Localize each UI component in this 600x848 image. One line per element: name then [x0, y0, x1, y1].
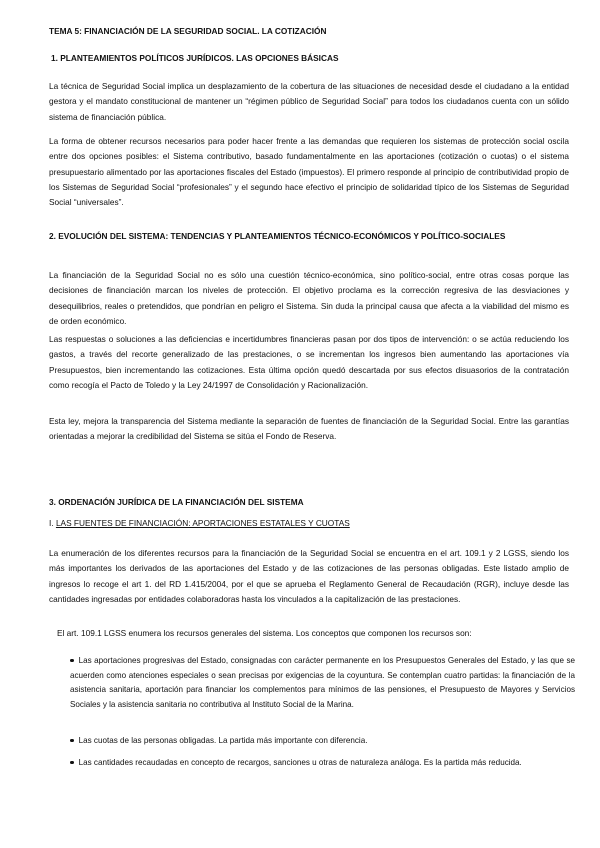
document-title: TEMA 5: FINANCIACIÓN DE LA SEGURIDAD SOCIAL. LA COTIZACIÓN	[49, 26, 327, 36]
section-1-paragraph-1: La técnica de Seguridad Social implica un desplazamiento de la cobertura de las situaciones de necesidad desde el ciudadano a la entidad gestora y el mandato constitucional de mantener un “régimen público de Seguridad Social” para todos los ciudadanos cuenta con un sólido sistema de financiación pública.	[49, 81, 569, 122]
section-1-heading: 1. PLANTEAMIENTOS POLÍTICOS JURÍDICOS. LAS OPCIONES BÁSICAS	[51, 53, 339, 63]
section-2-paragraph-2: Las respuestas o soluciones a las deficiencias e incertidumbres financieras pasan por dos tipos de intervención: o se actúa reduciendo los gastos, a través del recorte generalizado de las prestaciones, o se incrementan los ingresos bien aumentando las aportaciones vía Presupuestos, bien incrementando las cotizaciones. Esta última opción quedó descartada por sus efectos disuasorios de la contratación como recogía el Pacto de Toledo y la Ley 24/1997 de Consolidación y Racionalización.	[49, 334, 569, 390]
bullet-icon	[70, 761, 74, 765]
section-3-heading: 3. ORDENACIÓN JURÍDICA DE LA FINANCIACIÓN DEL SISTEMA	[49, 497, 304, 507]
section-1-paragraph-2: La forma de obtener recursos necesarios para poder hacer frente a las demandas que requieren los sistemas de protección social oscila entre dos opciones posibles: el Sistema contributivo, basado fundamentalmente en las aportaciones (cotización o cuotas) o el sistema presupuestario alimentado por las aportaciones fiscales del Estado (impuestos). El primero responde al principio de contributividad propio de los Sistemas de Seguridad Social “profesionales” y el segundo hace efectivo el principio de solidaridad típico de los Sistemas de Seguridad Social “universales”.	[49, 136, 569, 208]
list-item	[70, 654, 575, 712]
section-3-subheading	[49, 516, 569, 531]
bullet-icon	[70, 739, 74, 743]
section-2-heading: 2. EVOLUCIÓN DEL SISTEMA: TENDENCIAS Y PLANTEAMIENTOS TÉCNICO-ECONÓMICOS Y POLÍTICO-SOCIALES	[49, 231, 506, 241]
section-3-paragraph-1: La enumeración de los diferentes recursos para la financiación de la Seguridad Social se encuentra en el art. 109.1 y 2 LGSS, siendo los más importantes los derivados de las aportaciones del Estado y de las cotizaciones de las personas obligadas. Este listado amplio de ingresos lo recoge el art 1. del RD 1.415/2004, por el que se aprueba el Reglamento General de Recaudación (RGR), incluye desde las cantidades ingresadas por entidades colaboradoras hasta los vinculados a la capitalización de las prestaciones.	[49, 548, 569, 604]
list-item-text: Las aportaciones progresivas del Estado, consignadas con carácter permanente en los Presupuestos Generales del Estado, y las que se acuerden como atenciones especiales o sean precisas por exigencias de la coyuntura. Se contemplan cuatro partidas: la financiación de la asistencia sanitaria, aportación para financiar los complementos para mínimos de las pensiones, el Presupuesto de Mayores y Servicios Sociales y la asistencia sanitaria no contributiva al Instituto Social de la Marina.	[70, 656, 575, 709]
list-item	[70, 756, 575, 771]
subheading-numeral: I.	[49, 518, 54, 528]
list-item-text: Las cantidades recaudadas en concepto de recargos, sanciones u otras de naturaleza análoga. Es la partida más reducida.	[78, 758, 522, 767]
bullet-icon	[70, 659, 74, 663]
section-3-paragraph-2: El art. 109.1 LGSS enumera los recursos generales del sistema. Los conceptos que componen los recursos son:	[57, 628, 472, 638]
list-item-text: Las cuotas de las personas obligadas. La partida más importante con diferencia.	[78, 736, 368, 745]
list-item	[70, 734, 575, 749]
section-2-paragraph-1: La financiación de la Seguridad Social no es sólo una cuestión técnico-económica, sino político-social, entre otras cosas porque las decisiones de financiación marcan los niveles de protección. El objetivo proclama es la corrección regresiva de las desviaciones y desequilibrios, reales o pretendidos, que pondrían en peligro el Sistema. Sin duda la principal causa que afecta a la viabilidad del mismo es de orden económico.	[49, 270, 569, 326]
section-2-paragraph-3: Esta ley, mejora la transparencia del Sistema mediante la separación de fuentes de financiación de la Seguridad Social. Entre las garantías orientadas a mejorar la credibilidad del Sistema se sitúa el Fondo de Reserva.	[49, 416, 569, 442]
subheading-text: LAS FUENTES DE FINANCIACIÓN: APORTACIONES ESTATALES Y CUOTAS	[55, 518, 350, 528]
